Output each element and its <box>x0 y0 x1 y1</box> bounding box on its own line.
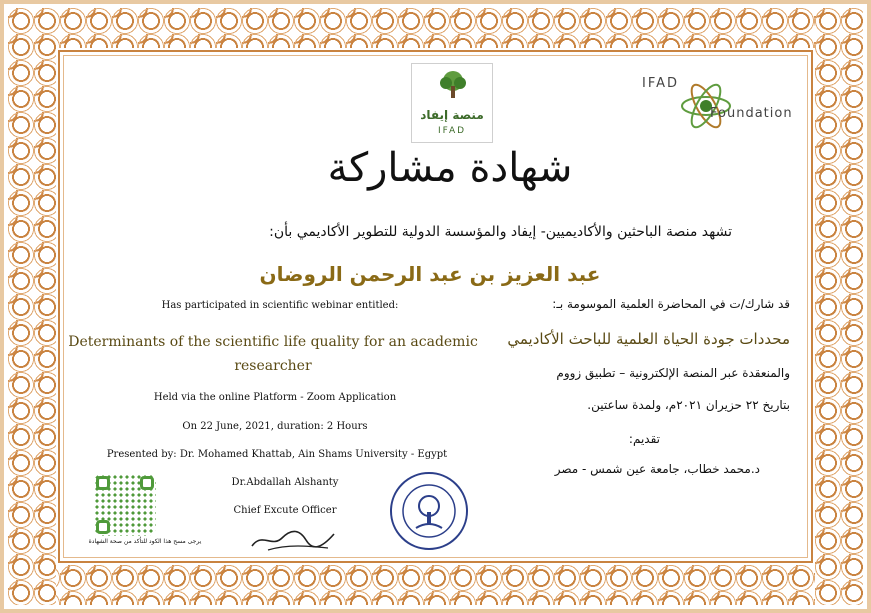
english-date: On 22 June, 2021, duration: 2 Hours <box>182 421 368 432</box>
tree-icon <box>436 70 470 100</box>
recipient-name: عبد العزيز بن عبد الرحمن الروضان <box>259 262 601 286</box>
arabic-held-via: والمنعقدة عبر المنصة الإلكترونية – تطبيق زووم <box>556 366 790 380</box>
platform-logo-english: IFAD <box>437 126 467 136</box>
english-topic: Determinants of the scientific life quality for an academic researcher <box>68 334 478 374</box>
arabic-topic: محددات جودة الحياة العلمية للباحث الأكاديمي <box>507 330 790 348</box>
ornamental-border-top <box>8 8 863 48</box>
platform-logo-arabic: منصة إيفاد <box>420 108 484 122</box>
arabic-presenter: د.محمد خطاب، جامعة عين شمس - مصر <box>554 462 760 476</box>
foundation-logo-ifad: IFAD <box>642 76 680 91</box>
verification-qr-code <box>94 474 156 536</box>
foundation-logo-foundation: Foundation <box>710 106 793 121</box>
english-held-via: Held via the online Platform - Zoom Application <box>153 392 397 403</box>
english-presented-by: Presented by: Dr. Mohamed Khattab, Ain Shams University - Egypt <box>106 449 448 460</box>
qr-finder-bottom-left <box>96 520 110 534</box>
arabic-presented-label: تقديم: <box>628 432 660 446</box>
qr-finder-top-left <box>96 476 110 490</box>
qr-caption: يرجى مسح هذا الكود للتأكد من صحة الشهادة <box>88 538 202 545</box>
ornamental-border-left <box>8 8 56 605</box>
ornamental-border-bottom <box>8 565 863 605</box>
certificate-title: شهادة مشاركة <box>327 145 573 191</box>
qr-finder-top-right <box>140 476 154 490</box>
signature-icon <box>248 524 338 554</box>
ornamental-border-right <box>815 8 863 605</box>
signer-title: Chief Excute Officer <box>233 505 337 516</box>
signer-name: Dr.Abdallah Alshanty <box>231 477 339 488</box>
certificate-intro: تشهد منصة الباحثين والأكاديميين- إيفاد والمؤسسة الدولية للتطوير الأكاديمي بأن: <box>269 224 732 240</box>
ifad-foundation-logo <box>638 70 793 130</box>
arabic-participated: قد شارك/ت في المحاضرة العلمية الموسومة بـ: <box>552 297 790 311</box>
platform-seal-icon <box>388 470 470 552</box>
english-participated: Has participated in scientific webinar entitled: <box>161 300 399 311</box>
arabic-date: بتاريخ ٢٢ حزيران ٢٠٢١م، ولمدة ساعتين. <box>587 398 790 412</box>
ifad-platform-logo <box>411 63 493 143</box>
